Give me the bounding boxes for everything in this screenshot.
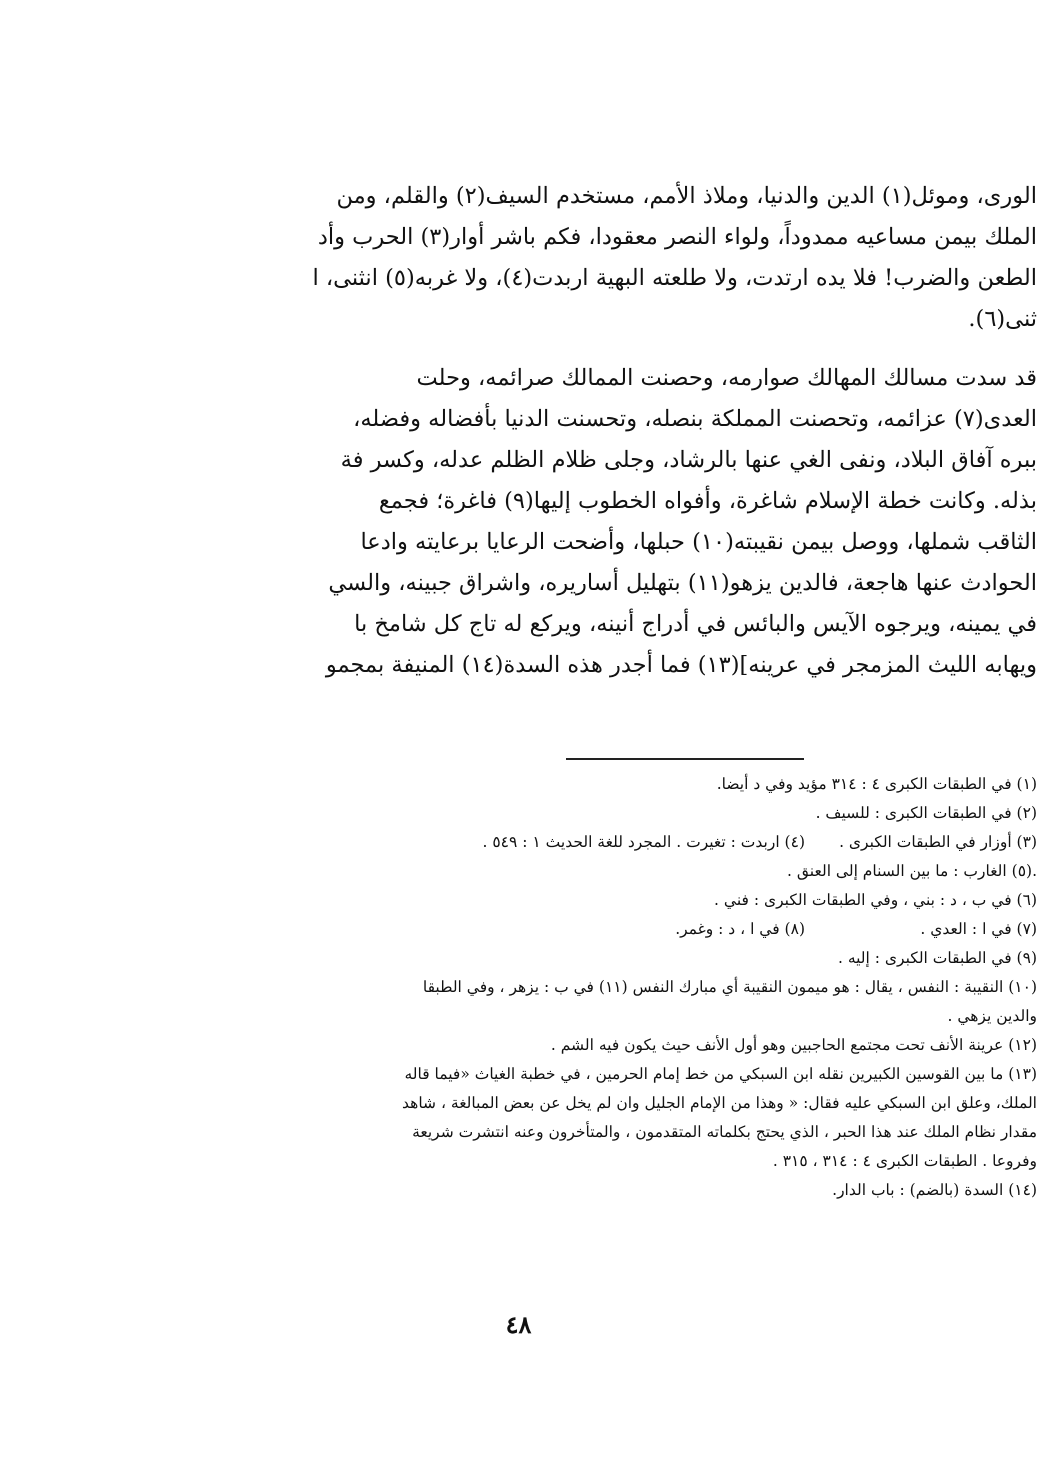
footnote: الملك، وعلق ابن السبكي عليه فقال: « وهذا من الإمام الجليل وان لم يخل عن بعض المبالغة ، شاهد	[402, 1094, 1037, 1112]
text-line: الحوادث عنها هاجعة، فالدين يزهو(١١) بتهليل أساريره، واشراق جبينه، والسي	[328, 570, 1037, 596]
footnote: (٤) اربدت : تغيرت . المجرد للغة الحديث ١ : ٥٤٩ .	[482, 833, 805, 851]
footnote-row	[142, 828, 1037, 857]
text-line: بذله. وكانت خطة الإسلام شاغرة، وأفواه الخطوب إليها(٩) فاغرة؛ فجمع	[378, 488, 1037, 514]
footnote-row	[142, 915, 1037, 944]
footnote: (٧) في ا : العدي .	[920, 920, 1037, 938]
text-line: ببره آفاق البلاد، ونفى الغي عنها بالرشاد، وجلى ظلام الظلم عدله، وكسر فة	[340, 447, 1037, 473]
text-line: الملك بيمن مساعيه ممدوداً، ولواء النصر معقودا، فكم باشر أوار(٣) الحرب وأد	[317, 224, 1037, 250]
text-line: في يمينه، ويرجوه الآيس والبائس في أدراج أنينه، ويركع له تاج كل شامخ با	[354, 611, 1037, 637]
page-number: ٤٨	[505, 1310, 532, 1339]
main-text	[142, 176, 1037, 686]
footnote: (١٢) عرينة الأنف تحت مجتمع الحاجبين وهو أول الأنف حيث يكون فيه الشم .	[550, 1036, 1037, 1054]
footnote: (١٤) السدة (بالضم) : باب الدار.	[832, 1181, 1037, 1199]
footnote: (٦) في ب ، د : بني ، وفي الطبقات الكبرى : فني .	[714, 891, 1037, 909]
footnote: (١٣) ما بين القوسين الكبيرين نقله ابن السبكي من خط إمام الحرمين ، في خطبة الغياث «فيما قاله	[404, 1065, 1037, 1083]
text-line: ثنى(٦).	[968, 306, 1037, 332]
footnote: (١٠) النقيبة : النفس ، يقال : هو ميمون النقيبة أي مبارك النفس (١١) في ب : يزهر ، وفي الطبقا	[422, 978, 1037, 996]
footnotes	[142, 770, 1037, 1205]
footnote: والدين يزهي .	[947, 1007, 1037, 1025]
footnote: .(٥) الغارب : ما بين السنام إلى العنق .	[787, 862, 1037, 880]
footnote: وفروعا . الطبقات الكبرى ٤ : ٣١٤ ، ٣١٥ .	[772, 1152, 1037, 1170]
footnote: (٩) في الطبقات الكبرى : إليه .	[837, 949, 1037, 967]
text-line: قد سدت مسالك المهالك صوارمه، وحصنت الممالك صرائمه، وحلت	[416, 365, 1037, 391]
text-line: الطعن والضرب! فلا يده ارتدت، ولا طلعته البهية اربدت(٤)، ولا غربه(٥) انثنى، ا	[312, 265, 1037, 291]
text-line: الثاقب شملها، ووصل بيمن نقيبته(١٠) حبلها، وأضحت الرعايا برعايته وادعا	[360, 529, 1037, 555]
footnote: (٢) في الطبقات الكبرى : للسيف .	[815, 804, 1037, 822]
footnote-separator	[566, 758, 804, 760]
footnote: مقدار نظام الملك عند هذا الحبر ، الذي يحتج بكلماته المتقدمون ، والمتأخرون وعنه انتشرت شريعة	[412, 1123, 1037, 1141]
footnote: (٣) أوزار في الطبقات الكبرى .	[839, 833, 1037, 851]
text-line: الورى، وموئل(١) الدين والدنيا، وملاذ الأمم، مستخدم السيف(٢) والقلم، ومن	[336, 183, 1037, 209]
text-line: العدى(٧) عزائمه، وتحصنت المملكة بنصله، وتحسنت الدنيا بأفضاله وفضله،	[353, 406, 1037, 432]
text-line: ويهابه الليث المزمجر في عرينه](١٣) فما أجدر هذه السدة(١٤) المنيفة بمجمو	[325, 652, 1037, 678]
footnote: (١) في الطبقات الكبرى ٤ : ٣١٤ مؤيد وفي د أيضا.	[716, 775, 1037, 793]
footnote: (٨) في ا ، د : وغمر.	[675, 920, 805, 938]
